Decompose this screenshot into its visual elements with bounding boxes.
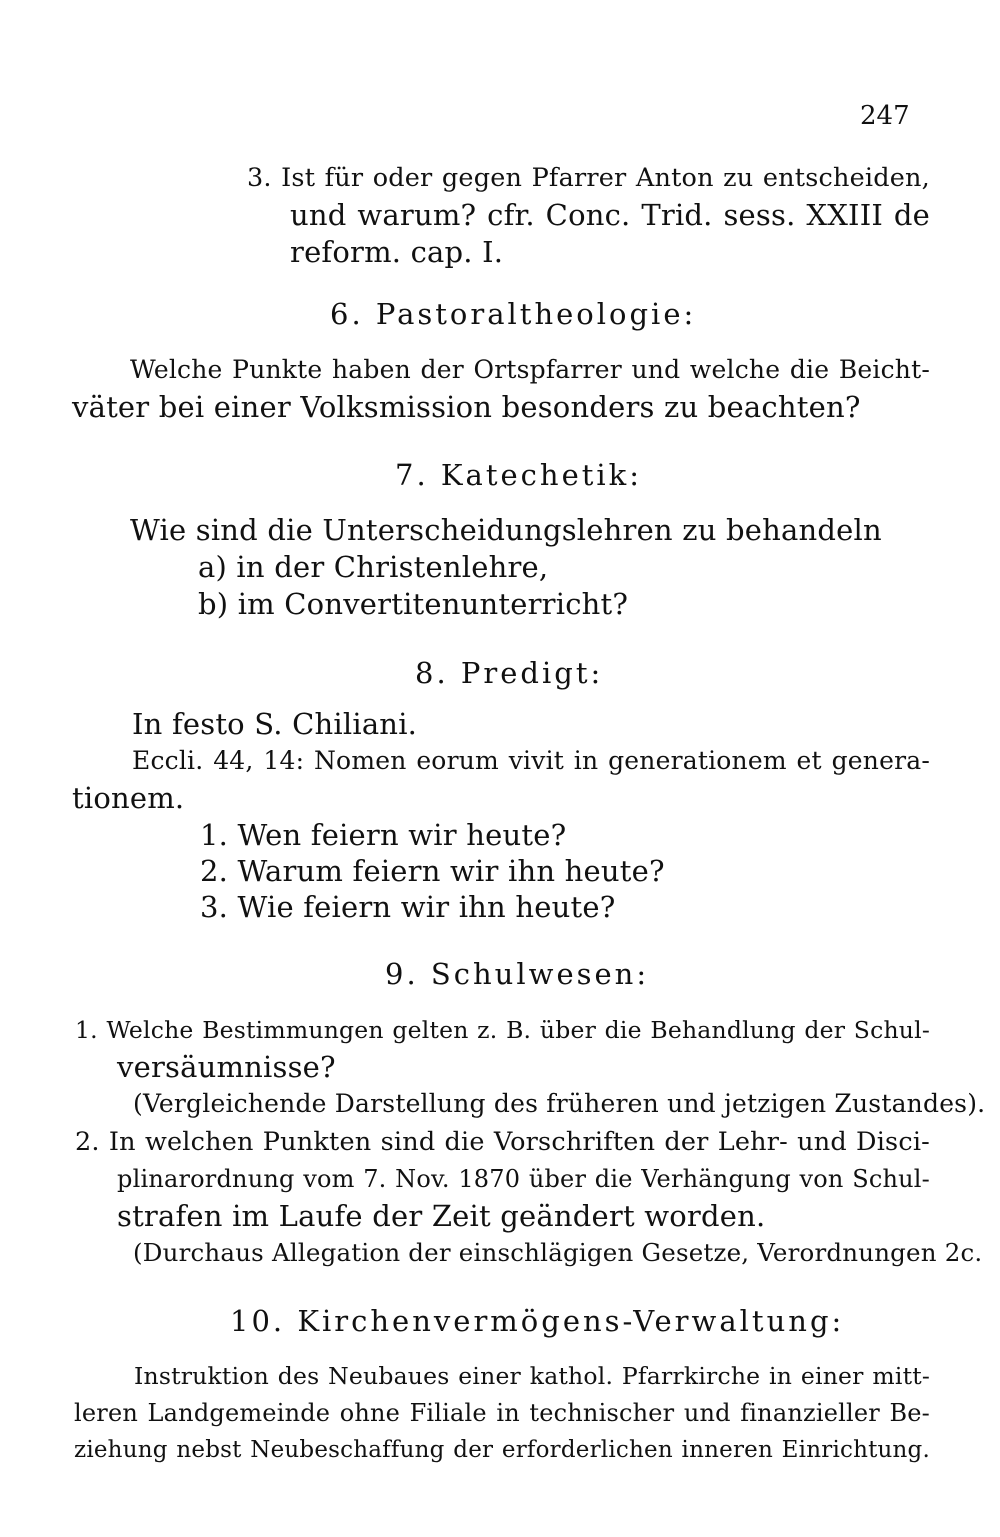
section-10-heading: 10. Kirchenvermögens-Verwaltung: (230, 1304, 845, 1338)
section-10-line-1: Instruktion des Neubaues einer kathol. Pfarrkirche in einer mitt- (134, 1362, 930, 1390)
section-8-line-2: Eccli. 44, 14: Nomen eorum vivit in generationem et genera- (132, 746, 930, 775)
section-8-heading: 8. Predigt: (415, 656, 604, 690)
section-9-point-1-line-2: versäumnisse? (117, 1050, 336, 1084)
page-number: 247 (860, 101, 910, 131)
section-9-point-2-line-3: strafen im Laufe der Zeit geändert worden. (117, 1199, 766, 1233)
section-7-item-b: b) im Convertitenunterricht? (198, 587, 629, 621)
section-7-heading: 7. Katechetik: (395, 458, 643, 492)
section-6-heading: 6. Pastoraltheologie: (330, 297, 697, 331)
section-9-point-1-line-1: 1. Welche Bestimmungen gelten z. B. über die Behandlung der Schul- (75, 1016, 930, 1044)
item-3-line-3: reform. cap. I. (290, 235, 504, 269)
section-10-line-2: leren Landgemeinde ohne Filiale in technischer und finanzieller Be- (74, 1399, 930, 1427)
section-7-item-a: a) in der Christenlehre, (198, 550, 549, 584)
section-7-line-1: Wie sind die Unterscheidungslehren zu behandeln (130, 513, 882, 547)
section-9-point-1-note: (Vergleichende Darstellung des früheren und jetzigen Zustandes). (133, 1089, 986, 1118)
section-6-line-1: Welche Punkte haben der Ortspfarrer und welche die Beicht- (130, 355, 930, 384)
section-8-line-1: In festo S. Chiliani. (132, 707, 418, 741)
section-8-question-1: 1. Wen feiern wir heute? (200, 818, 567, 852)
section-6-line-2: väter bei einer Volksmission besonders zu beachten? (72, 390, 861, 424)
item-3-line-1: 3. Ist für oder gegen Pfarrer Anton zu entscheiden, (247, 163, 930, 193)
section-8-question-2: 2. Warum feiern wir ihn heute? (200, 854, 665, 888)
item-3-line-2: und warum? cfr. Conc. Trid. sess. XXIII de (290, 198, 930, 232)
section-9-point-2-note: (Durchaus Allegation der einschlägigen Gesetze, Verordnungen 2c. (133, 1238, 983, 1267)
section-9-point-2-line-1: 2. In welchen Punkten sind die Vorschriften der Lehr- und Disci- (75, 1127, 930, 1157)
section-8-line-3: tionem. (72, 781, 185, 815)
section-9-point-2-line-2: plinarordnung vom 7. Nov. 1870 über die Verhängung von Schul- (117, 1165, 930, 1193)
section-8-question-3: 3. Wie feiern wir ihn heute? (200, 890, 616, 924)
section-9-heading: 9. Schulwesen: (385, 957, 650, 991)
section-10-line-3: ziehung nebst Neubeschaffung der erforderlichen inneren Einrichtung. (74, 1437, 930, 1463)
